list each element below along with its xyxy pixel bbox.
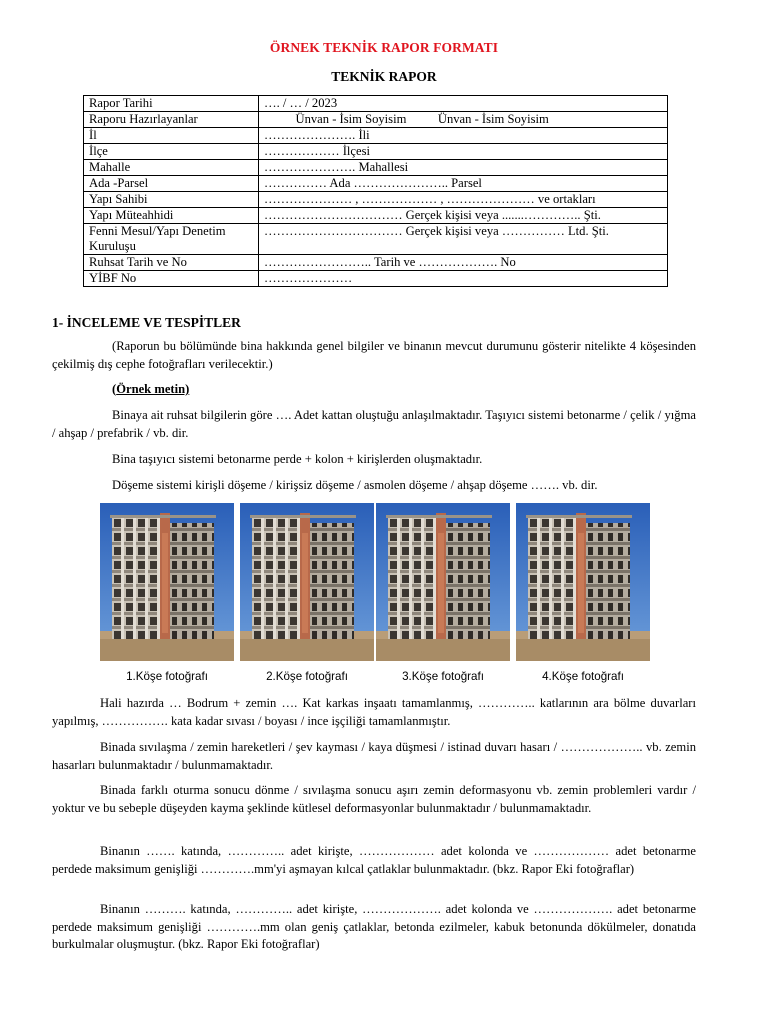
table-row bbox=[84, 224, 668, 255]
row-value: …………… Ada ………………….. Parsel bbox=[259, 176, 668, 192]
paragraph-settlement: Binada farklı oturma sonucu dönme / sıvılaşma sonucu aşırı zemin deformasyonu vb. zemin problemleri vardır / yoktur ve bu sebeple düşeyden kayma şeklinde kütlesel deformasyonlar bulunmaktadır / bulunmamaktadır. bbox=[52, 783, 696, 815]
row-label: İl bbox=[84, 128, 259, 144]
paragraph-ground-damage: Binada sıvılaşma / zemin hareketleri / şev kayması / kaya düşmesi / istinad duvarı hasarı / ……………….. vb. zemin hasarları bulunmaktadır / bulunmamaktadır. bbox=[52, 740, 696, 772]
paragraph-structure: Binaya ait ruhsat bilgilerin göre …. Adet kattan oluştuğu anlaşılmaktadır. Taşıyıcı sistemi betonarme / çelik / yığma / ahşap / prefabrik / vb. dir. bbox=[52, 408, 696, 440]
paragraph-current-state: Hali hazırda … Bodrum + zemin …. Kat karkas inşaatı tamamlanmış, ………….. katlarının ara bölme duvarları yapılmış, ……………. kata kadar sıvası / boyası / ince işçiliği tamamlanmıştır. bbox=[52, 696, 696, 728]
row-value: ……………… İlçesi bbox=[259, 144, 668, 160]
corner-photo-4 bbox=[516, 503, 650, 661]
paragraph-carrier-system: Bina taşıyıcı sistemi betonarme perde + kolon + kirişlerden oluşmaktadır. bbox=[112, 452, 483, 466]
table-row bbox=[84, 144, 668, 160]
row-value: …………………………… Gerçek kişisi veya …………… Ltd. Şti. bbox=[259, 224, 668, 255]
row-label: YİBF No bbox=[84, 271, 259, 287]
table-row bbox=[84, 176, 668, 192]
corner-photo-1 bbox=[100, 503, 234, 661]
example-label bbox=[52, 381, 696, 399]
section-heading: 1- İNCELEME VE TESPİTLER bbox=[52, 315, 241, 330]
intro-paragraph: (Raporun bu bölümünde bina hakkında genel bilgiler ve binanın mevcut durumunu gösterir nitelikte 4 köşesinden çekilmiş dış cephe fotoğrafları verilecektir.) bbox=[52, 339, 696, 371]
report-info-table bbox=[83, 95, 668, 287]
row-value: …. / … / 2023 bbox=[259, 96, 668, 112]
table-row bbox=[84, 160, 668, 176]
row-value: Ünvan - İsim Soyisim Ünvan - İsim Soyisim bbox=[259, 112, 668, 128]
row-value: ………………… bbox=[259, 271, 668, 287]
row-value: …………………. İli bbox=[259, 128, 668, 144]
row-label: İlçe bbox=[84, 144, 259, 160]
paragraph-hairline-cracks: Binanın ……. katında, ………….. adet kirişte, ……………… adet kolonda ve ……………… adet betonarme perdede maksimum genişliği ………….mm'yi aşmayan kılcal çatlaklar bulunmaktadır. (bkz. Rapor Eki fotoğraflar) bbox=[52, 844, 696, 876]
example-text-label: Örnek metin) bbox=[116, 382, 190, 396]
table-row bbox=[84, 112, 668, 128]
row-label: Raporu Hazırlayanlar bbox=[84, 112, 259, 128]
photo-caption-4: 4.Köşe fotoğrafı bbox=[542, 670, 624, 683]
table-row bbox=[84, 208, 668, 224]
corner-photo-3 bbox=[376, 503, 510, 661]
photo-caption-1: 1.Köşe fotoğrafı bbox=[126, 670, 208, 683]
row-label: Mahalle bbox=[84, 160, 259, 176]
row-label: Yapı Sahibi bbox=[84, 192, 259, 208]
table-row bbox=[84, 128, 668, 144]
table-row bbox=[84, 255, 668, 271]
row-value: …………………………… Gerçek kişisi veya .......………….. Şti. bbox=[259, 208, 668, 224]
table-row bbox=[84, 271, 668, 287]
paragraph-wide-cracks: Binanın ………. katında, ………….. adet kirişte, ………………. adet kolonda ve ………………. adet betonarme perdede maksimum genişliği ………….mm olan geniş çatlaklar, betonda ezilmeler, kabuk betonunda dökülmeler, donatıda burkulmalar oluşmuştur. (bkz. Rapor Eki fotoğraflar) bbox=[52, 902, 696, 951]
example-open-paren: ( bbox=[112, 382, 117, 396]
row-label: Rapor Tarihi bbox=[84, 96, 259, 112]
paragraph-slab-system: Döşeme sistemi kirişli döşeme / kirişsiz döşeme / asmolen döşeme / ahşap döşeme ……. vb. dir. bbox=[112, 478, 598, 492]
report-title: TEKNİK RAPOR bbox=[331, 69, 437, 84]
table-row bbox=[84, 192, 668, 208]
row-label: Ada -Parsel bbox=[84, 176, 259, 192]
photo-caption-3: 3.Köşe fotoğrafı bbox=[402, 670, 484, 683]
row-label: Fenni Mesul/Yapı Denetim Kuruluşu bbox=[84, 224, 259, 255]
table-row bbox=[84, 96, 668, 112]
photo-caption-2: 2.Köşe fotoğrafı bbox=[266, 670, 348, 683]
row-label: Ruhsat Tarih ve No bbox=[84, 255, 259, 271]
row-value: …………………….. Tarih ve ………………. No bbox=[259, 255, 668, 271]
corner-photo-2 bbox=[240, 503, 374, 661]
document-title: ÖRNEK TEKNİK RAPOR FORMATI bbox=[269, 40, 499, 55]
row-label: Yapı Müteahhidi bbox=[84, 208, 259, 224]
row-value: ………………… , ……………… , ………………… ve ortakları bbox=[259, 192, 668, 208]
row-value: …………………. Mahallesi bbox=[259, 160, 668, 176]
